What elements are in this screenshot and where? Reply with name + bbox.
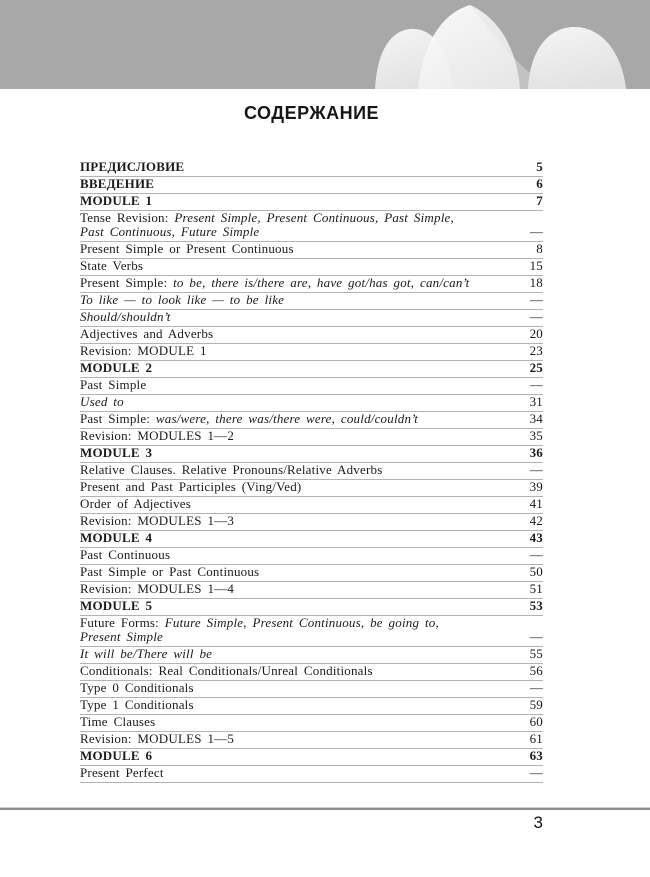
toc-entry-label: Type 1 Conditionals <box>80 697 194 712</box>
toc-row <box>80 616 543 647</box>
toc-entry-page: 23 <box>529 343 543 358</box>
toc-entry-page: 56 <box>529 663 543 678</box>
toc-row <box>80 276 543 293</box>
toc-entry-page: — <box>529 292 543 307</box>
toc-row <box>80 531 543 548</box>
toc-entry-label: Revision: MODULES 1—3 <box>80 513 235 528</box>
toc-entry-label: MODULE 5 <box>80 598 153 613</box>
toc-entry-label: Used to <box>80 394 124 409</box>
toc-entry-page: — <box>529 309 543 324</box>
toc-entry-label: Revision: MODULES 1—4 <box>80 581 235 596</box>
toc-row <box>80 599 543 616</box>
toc-entry-page: — <box>529 629 543 644</box>
toc-entry-page: 31 <box>529 394 543 409</box>
toc-entry-page: 18 <box>529 275 543 290</box>
toc-entry-label: Revision: MODULES 1—5 <box>80 731 235 746</box>
toc-row <box>80 242 543 259</box>
toc-entry-label: Present and Past Participles (Ving/Ved) <box>80 479 302 494</box>
folio-page-number: 3 <box>533 813 543 832</box>
toc-entry-label: Relative Clauses. Relative Pronouns/Relative Adverbs <box>80 462 383 477</box>
toc-entry-page: 39 <box>529 479 543 494</box>
page-divider <box>0 807 650 810</box>
toc-row <box>80 749 543 766</box>
toc-entry-page: 61 <box>529 731 543 746</box>
toc-entry-page: 34 <box>529 411 543 426</box>
toc-entry-page: 43 <box>529 530 543 545</box>
toc-entry-page: 41 <box>529 496 543 511</box>
toc-entry-label: Revision: MODULES 1—2 <box>80 428 235 443</box>
toc-row <box>80 463 543 480</box>
toc-row <box>80 497 543 514</box>
toc-entry-label: It will be/There will be <box>80 646 213 661</box>
toc-row <box>80 514 543 531</box>
toc-entry-label: Adjectives and Adverbs <box>80 326 214 341</box>
toc-entry-page: 36 <box>529 445 543 460</box>
toc-entry-page: 63 <box>529 748 543 763</box>
toc-row <box>80 412 543 429</box>
toc-row <box>80 177 543 194</box>
toc-row <box>80 160 543 177</box>
toc-entry-page: 15 <box>529 258 543 273</box>
toc-row <box>80 429 543 446</box>
toc-row <box>80 664 543 681</box>
toc-entry-page: 20 <box>529 326 543 341</box>
toc-entry-page: — <box>529 547 543 562</box>
toc-entry-page: 35 <box>529 428 543 443</box>
toc-entry-label: MODULE 6 <box>80 748 153 763</box>
toc-row <box>80 766 543 783</box>
toc-entry-page: — <box>529 462 543 477</box>
toc-entry-label: Future Forms: Future Simple, Present Continuous, be going to, Present Simple <box>80 615 439 644</box>
toc-entry-label: MODULE 4 <box>80 530 153 545</box>
toc-entry-label: Should/shouldn’t <box>80 309 171 324</box>
three-petals-icon <box>370 0 650 89</box>
toc-row <box>80 565 543 582</box>
toc-row <box>80 194 543 211</box>
toc-row <box>80 446 543 463</box>
toc-row <box>80 548 543 565</box>
toc-entry-label: MODULE 1 <box>80 193 153 208</box>
toc-entry-label: Conditionals: Real Conditionals/Unreal Conditionals <box>80 663 373 678</box>
toc-entry-label: Past Continuous <box>80 547 171 562</box>
toc-entry-page: 5 <box>536 159 543 174</box>
toc-entry-page: — <box>529 680 543 695</box>
toc-entry-label: Time Clauses <box>80 714 156 729</box>
toc-entry-label: Tense Revision: Present Simple, Present Continuous, Past Simple, Past Continuous, Future Simple <box>80 210 454 239</box>
toc-row <box>80 327 543 344</box>
toc-entry-label: Revision: MODULE 1 <box>80 343 207 358</box>
toc-entry-label: MODULE 3 <box>80 445 153 460</box>
header-band <box>0 0 650 89</box>
toc-entry-label: Present Perfect <box>80 765 164 780</box>
toc-row <box>80 378 543 395</box>
toc-entry-page: 7 <box>536 193 543 208</box>
toc-entry-label: MODULE 2 <box>80 360 153 375</box>
toc-row <box>80 715 543 732</box>
toc-entry-page: 25 <box>529 360 543 375</box>
toc-row <box>80 310 543 327</box>
toc-entry-page: 60 <box>529 714 543 729</box>
toc-entry-label: To like — to look like — to be like <box>80 292 285 307</box>
toc-list <box>80 160 543 783</box>
toc-entry-page: 6 <box>536 176 543 191</box>
toc-entry-page: 50 <box>529 564 543 579</box>
toc-row <box>80 211 543 242</box>
toc-entry-label: Past Simple or Past Continuous <box>80 564 260 579</box>
toc-entry-label: State Verbs <box>80 258 144 273</box>
toc-row <box>80 361 543 378</box>
toc-entry-page: 53 <box>529 598 543 613</box>
toc-row <box>80 647 543 664</box>
toc-entry-label: Type 0 Conditionals <box>80 680 194 695</box>
toc-entry-page: 8 <box>536 241 543 256</box>
toc-entry-page: 55 <box>529 646 543 661</box>
toc-row <box>80 259 543 276</box>
toc-entry-label: Past Simple: was/were, there was/there were, could/couldn’t <box>80 411 419 426</box>
toc-row <box>80 698 543 715</box>
page-title: СОДЕРЖАНИЕ <box>243 103 380 123</box>
toc-entry-page: 51 <box>529 581 543 596</box>
toc-entry-page: — <box>529 377 543 392</box>
toc-row <box>80 344 543 361</box>
toc-row <box>80 293 543 310</box>
toc-row <box>80 681 543 698</box>
toc-row <box>80 582 543 599</box>
toc-row <box>80 480 543 497</box>
toc-entry-page: 59 <box>529 697 543 712</box>
toc-entry-label: Order of Adjectives <box>80 496 192 511</box>
toc-entry-label: ВВЕДЕНИЕ <box>80 176 155 191</box>
toc-entry-label: Present Simple: to be, there is/there are, have got/has got, can/can’t <box>80 275 470 290</box>
toc-entry-page: 42 <box>529 513 543 528</box>
toc-entry-page: — <box>529 224 543 239</box>
toc-row <box>80 732 543 749</box>
toc-row <box>80 395 543 412</box>
toc-entry-label: ПРЕДИСЛОВИЕ <box>80 159 185 174</box>
toc-entry-label: Present Simple or Present Continuous <box>80 241 294 256</box>
toc-entry-label: Past Simple <box>80 377 147 392</box>
toc-entry-page: — <box>529 765 543 780</box>
